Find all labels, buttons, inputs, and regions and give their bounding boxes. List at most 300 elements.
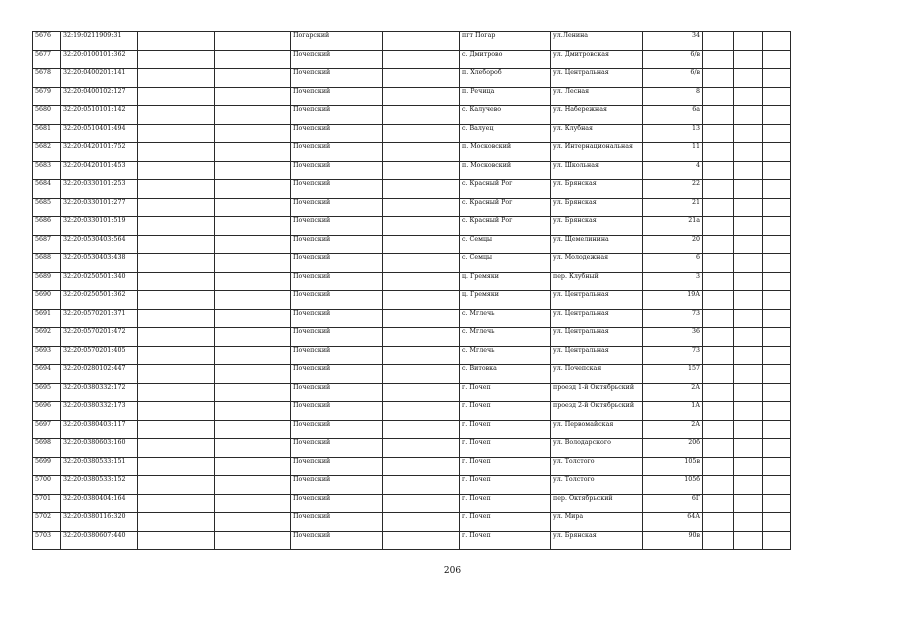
table-row — [33, 383, 791, 402]
empty-cell — [215, 513, 291, 532]
cadastral-number-cell: 32:20:0510401:494 — [61, 124, 138, 143]
empty-cell — [703, 309, 734, 328]
street-cell: ул. Толстого — [551, 476, 643, 495]
empty-cell — [703, 32, 734, 51]
cadastral-number-cell: 32:20:0380116:320 — [61, 513, 138, 532]
cadastral-number-cell: 32:20:0380403:117 — [61, 420, 138, 439]
row-number-cell: 5678 — [33, 69, 61, 88]
house-number-cell: 90в — [643, 531, 703, 550]
empty-cell — [383, 106, 460, 125]
empty-cell — [383, 531, 460, 550]
house-number-cell: 6/в — [643, 50, 703, 69]
district-cell: Почепский — [291, 254, 383, 273]
empty-cell — [763, 198, 791, 217]
street-cell: ул. Володарского — [551, 439, 643, 458]
empty-cell — [383, 272, 460, 291]
street-cell: ул. Щемелинина — [551, 235, 643, 254]
empty-cell — [703, 494, 734, 513]
empty-cell — [383, 402, 460, 421]
empty-cell — [383, 32, 460, 51]
row-number-cell: 5694 — [33, 365, 61, 384]
empty-cell — [703, 50, 734, 69]
cadastral-number-cell: 32:20:0100101:362 — [61, 50, 138, 69]
locality-cell: г. Почеп — [460, 457, 551, 476]
street-cell: ул. Мира — [551, 513, 643, 532]
row-number-cell: 5679 — [33, 87, 61, 106]
empty-cell — [734, 106, 763, 125]
empty-cell — [734, 346, 763, 365]
house-number-cell: 4 — [643, 161, 703, 180]
empty-cell — [703, 513, 734, 532]
house-number-cell: 2А — [643, 420, 703, 439]
district-cell: Почепский — [291, 494, 383, 513]
empty-cell — [138, 328, 215, 347]
empty-cell — [734, 235, 763, 254]
table-row — [33, 124, 791, 143]
empty-cell — [383, 365, 460, 384]
empty-cell — [763, 494, 791, 513]
district-cell: Почепский — [291, 476, 383, 495]
empty-cell — [734, 328, 763, 347]
empty-cell — [138, 291, 215, 310]
table-row — [33, 291, 791, 310]
row-number-cell: 5681 — [33, 124, 61, 143]
cadastral-number-cell: 32:20:0380607:440 — [61, 531, 138, 550]
district-cell: Почепский — [291, 457, 383, 476]
empty-cell — [138, 439, 215, 458]
street-cell: ул. Набережная — [551, 106, 643, 125]
empty-cell — [734, 32, 763, 51]
empty-cell — [763, 402, 791, 421]
empty-cell — [763, 161, 791, 180]
empty-cell — [734, 180, 763, 199]
cadastral-number-cell: 32:20:0380332:172 — [61, 383, 138, 402]
empty-cell — [703, 180, 734, 199]
row-number-cell: 5690 — [33, 291, 61, 310]
table-row — [33, 420, 791, 439]
empty-cell — [383, 180, 460, 199]
table-row — [33, 254, 791, 273]
empty-cell — [763, 328, 791, 347]
table-row — [33, 143, 791, 162]
street-cell: ул. Центральная — [551, 346, 643, 365]
row-number-cell: 5680 — [33, 106, 61, 125]
street-cell: ул. Интернациональная — [551, 143, 643, 162]
table-row — [33, 198, 791, 217]
street-cell: ул. Центральная — [551, 291, 643, 310]
district-cell: Почепский — [291, 198, 383, 217]
locality-cell: с. Мглечь — [460, 328, 551, 347]
empty-cell — [703, 531, 734, 550]
cadastral-number-cell: 32:20:0570201:472 — [61, 328, 138, 347]
empty-cell — [734, 309, 763, 328]
cadastral-number-cell: 32:20:0570201:405 — [61, 346, 138, 365]
empty-cell — [383, 383, 460, 402]
empty-cell — [763, 272, 791, 291]
house-number-cell: 21а — [643, 217, 703, 236]
empty-cell — [215, 309, 291, 328]
empty-cell — [734, 217, 763, 236]
table-row — [33, 309, 791, 328]
empty-cell — [138, 383, 215, 402]
empty-cell — [138, 254, 215, 273]
house-number-cell: 157 — [643, 365, 703, 384]
row-number-cell: 5688 — [33, 254, 61, 273]
district-cell: Почепский — [291, 235, 383, 254]
district-cell: Почепский — [291, 328, 383, 347]
empty-cell — [763, 124, 791, 143]
empty-cell — [138, 106, 215, 125]
empty-cell — [734, 439, 763, 458]
locality-cell: п. Московский — [460, 161, 551, 180]
cadastral-number-cell: 32:20:0330101:519 — [61, 217, 138, 236]
empty-cell — [383, 235, 460, 254]
empty-cell — [763, 217, 791, 236]
empty-cell — [703, 217, 734, 236]
empty-cell — [763, 309, 791, 328]
table-row — [33, 476, 791, 495]
street-cell: проезд 1-й Октябрьский — [551, 383, 643, 402]
empty-cell — [703, 383, 734, 402]
row-number-cell: 5703 — [33, 531, 61, 550]
empty-cell — [138, 476, 215, 495]
empty-cell — [215, 383, 291, 402]
row-number-cell: 5701 — [33, 494, 61, 513]
house-number-cell: 105б — [643, 476, 703, 495]
row-number-cell: 5695 — [33, 383, 61, 402]
empty-cell — [703, 291, 734, 310]
empty-cell — [215, 457, 291, 476]
cadastral-number-cell: 32:20:0380603:160 — [61, 439, 138, 458]
empty-cell — [138, 143, 215, 162]
locality-cell: ц. Гремяки — [460, 272, 551, 291]
empty-cell — [763, 420, 791, 439]
empty-cell — [734, 494, 763, 513]
empty-cell — [383, 161, 460, 180]
empty-cell — [215, 161, 291, 180]
empty-cell — [763, 235, 791, 254]
district-cell: Почепский — [291, 124, 383, 143]
empty-cell — [215, 254, 291, 273]
row-number-cell: 5697 — [33, 420, 61, 439]
empty-cell — [383, 50, 460, 69]
empty-cell — [703, 272, 734, 291]
locality-cell: с. Семцы — [460, 254, 551, 273]
table-row — [33, 457, 791, 476]
empty-cell — [734, 476, 763, 495]
house-number-cell: 11 — [643, 143, 703, 162]
locality-cell: с. Валуец — [460, 124, 551, 143]
table-row — [33, 161, 791, 180]
house-number-cell: 8 — [643, 87, 703, 106]
empty-cell — [734, 457, 763, 476]
table-row — [33, 531, 791, 550]
table-row — [33, 217, 791, 236]
empty-cell — [703, 439, 734, 458]
house-number-cell: 22 — [643, 180, 703, 199]
street-cell: ул. Лесная — [551, 87, 643, 106]
locality-cell: п. Московский — [460, 143, 551, 162]
house-number-cell: 20 — [643, 235, 703, 254]
empty-cell — [138, 198, 215, 217]
empty-cell — [734, 272, 763, 291]
empty-cell — [383, 346, 460, 365]
empty-cell — [703, 69, 734, 88]
empty-cell — [215, 87, 291, 106]
locality-cell: г. Почеп — [460, 402, 551, 421]
empty-cell — [215, 476, 291, 495]
table-row — [33, 180, 791, 199]
empty-cell — [138, 272, 215, 291]
empty-cell — [734, 198, 763, 217]
house-number-cell: 34 — [643, 32, 703, 51]
empty-cell — [138, 309, 215, 328]
house-number-cell: 1А — [643, 402, 703, 421]
empty-cell — [215, 531, 291, 550]
street-cell: ул. Брянская — [551, 180, 643, 199]
empty-cell — [383, 439, 460, 458]
empty-cell — [383, 254, 460, 273]
empty-cell — [763, 291, 791, 310]
locality-cell: с. Калучево — [460, 106, 551, 125]
empty-cell — [734, 513, 763, 532]
empty-cell — [763, 143, 791, 162]
empty-cell — [763, 513, 791, 532]
locality-cell: п. Речица — [460, 87, 551, 106]
empty-cell — [383, 513, 460, 532]
empty-cell — [763, 383, 791, 402]
table-row — [33, 513, 791, 532]
cadastral-number-cell: 32:20:0530403:438 — [61, 254, 138, 273]
locality-cell: с. Красный Рог — [460, 217, 551, 236]
house-number-cell: 13 — [643, 124, 703, 143]
house-number-cell: 105в — [643, 457, 703, 476]
street-cell: ул. Дмитровская — [551, 50, 643, 69]
empty-cell — [703, 328, 734, 347]
empty-cell — [383, 476, 460, 495]
locality-cell: г. Почеп — [460, 513, 551, 532]
empty-cell — [734, 383, 763, 402]
locality-cell: г. Почеп — [460, 494, 551, 513]
empty-cell — [215, 50, 291, 69]
empty-cell — [763, 106, 791, 125]
locality-cell: пгт Погар — [460, 32, 551, 51]
street-cell: ул. Брянская — [551, 531, 643, 550]
street-cell: ул. Брянская — [551, 198, 643, 217]
empty-cell — [215, 291, 291, 310]
locality-cell: п. Хлебороб — [460, 69, 551, 88]
empty-cell — [734, 365, 763, 384]
street-cell: ул. Толстого — [551, 457, 643, 476]
empty-cell — [703, 346, 734, 365]
empty-cell — [215, 69, 291, 88]
table-row — [33, 87, 791, 106]
row-number-cell: 5699 — [33, 457, 61, 476]
empty-cell — [703, 365, 734, 384]
empty-cell — [383, 69, 460, 88]
locality-cell: ц. Гремяки — [460, 291, 551, 310]
district-cell: Почепский — [291, 69, 383, 88]
empty-cell — [138, 420, 215, 439]
locality-cell: с. Дмитрово — [460, 50, 551, 69]
cadastral-number-cell: 32:20:0400102:127 — [61, 87, 138, 106]
empty-cell — [215, 143, 291, 162]
empty-cell — [734, 254, 763, 273]
empty-cell — [138, 531, 215, 550]
cadastral-number-cell: 32:20:0420101:752 — [61, 143, 138, 162]
empty-cell — [138, 235, 215, 254]
house-number-cell: 19А — [643, 291, 703, 310]
locality-cell: г. Почеп — [460, 476, 551, 495]
row-number-cell: 5685 — [33, 198, 61, 217]
row-number-cell: 5683 — [33, 161, 61, 180]
empty-cell — [703, 87, 734, 106]
empty-cell — [734, 531, 763, 550]
house-number-cell: 21 — [643, 198, 703, 217]
house-number-cell: 73 — [643, 346, 703, 365]
locality-cell: с. Красный Рог — [460, 180, 551, 199]
table-row — [33, 106, 791, 125]
empty-cell — [138, 87, 215, 106]
street-cell: пер. Октябрьский — [551, 494, 643, 513]
district-cell: Почепский — [291, 272, 383, 291]
house-number-cell: 6/в — [643, 69, 703, 88]
empty-cell — [215, 420, 291, 439]
empty-cell — [383, 291, 460, 310]
empty-cell — [734, 69, 763, 88]
empty-cell — [138, 180, 215, 199]
cadastral-number-cell: 32:19:0211909:31 — [61, 32, 138, 51]
page-number: 206 — [443, 566, 462, 576]
row-number-cell: 5684 — [33, 180, 61, 199]
district-cell: Погарский — [291, 32, 383, 51]
empty-cell — [703, 161, 734, 180]
locality-cell: г. Почеп — [460, 383, 551, 402]
house-number-cell: 6Г — [643, 494, 703, 513]
empty-cell — [763, 87, 791, 106]
empty-cell — [703, 143, 734, 162]
empty-cell — [703, 457, 734, 476]
locality-cell: г. Почеп — [460, 420, 551, 439]
district-cell: Почепский — [291, 106, 383, 125]
row-number-cell: 5687 — [33, 235, 61, 254]
empty-cell — [215, 124, 291, 143]
district-cell: Почепский — [291, 87, 383, 106]
district-cell: Почепский — [291, 513, 383, 532]
table-row — [33, 439, 791, 458]
empty-cell — [215, 180, 291, 199]
empty-cell — [138, 365, 215, 384]
empty-cell — [383, 309, 460, 328]
empty-cell — [383, 420, 460, 439]
district-cell: Почепский — [291, 420, 383, 439]
empty-cell — [138, 217, 215, 236]
district-cell: Почепский — [291, 365, 383, 384]
register-table — [32, 31, 791, 550]
street-cell: ул. Центральная — [551, 69, 643, 88]
street-cell: ул. Школьная — [551, 161, 643, 180]
street-cell: ул. Центральная — [551, 309, 643, 328]
empty-cell — [763, 531, 791, 550]
street-cell: ул. Клубная — [551, 124, 643, 143]
table-row — [33, 32, 791, 51]
empty-cell — [138, 69, 215, 88]
empty-cell — [138, 402, 215, 421]
street-cell: ул. Молодежная — [551, 254, 643, 273]
empty-cell — [734, 420, 763, 439]
empty-cell — [138, 346, 215, 365]
empty-cell — [215, 235, 291, 254]
street-cell: ул. Брянская — [551, 217, 643, 236]
locality-cell: с. Красный Рог — [460, 198, 551, 217]
empty-cell — [703, 198, 734, 217]
row-number-cell: 5698 — [33, 439, 61, 458]
empty-cell — [215, 346, 291, 365]
empty-cell — [383, 494, 460, 513]
empty-cell — [138, 50, 215, 69]
empty-cell — [763, 476, 791, 495]
cadastral-number-cell: 32:20:0250501:362 — [61, 291, 138, 310]
empty-cell — [383, 198, 460, 217]
empty-cell — [138, 32, 215, 51]
empty-cell — [703, 124, 734, 143]
house-number-cell: 3 — [643, 272, 703, 291]
empty-cell — [383, 217, 460, 236]
empty-cell — [138, 494, 215, 513]
empty-cell — [763, 457, 791, 476]
empty-cell — [215, 494, 291, 513]
cadastral-number-cell: 32:20:0420101:453 — [61, 161, 138, 180]
district-cell: Почепский — [291, 180, 383, 199]
table-row — [33, 235, 791, 254]
row-number-cell: 5686 — [33, 217, 61, 236]
empty-cell — [138, 457, 215, 476]
empty-cell — [383, 457, 460, 476]
empty-cell — [138, 513, 215, 532]
empty-cell — [138, 161, 215, 180]
district-cell: Почепский — [291, 439, 383, 458]
empty-cell — [734, 402, 763, 421]
empty-cell — [763, 254, 791, 273]
cadastral-number-cell: 32:20:0380332:173 — [61, 402, 138, 421]
locality-cell: с. Мглечь — [460, 346, 551, 365]
cadastral-number-cell: 32:20:0330101:277 — [61, 198, 138, 217]
empty-cell — [763, 32, 791, 51]
district-cell: Почепский — [291, 402, 383, 421]
empty-cell — [763, 439, 791, 458]
table-row — [33, 365, 791, 384]
empty-cell — [763, 180, 791, 199]
empty-cell — [215, 198, 291, 217]
table-row — [33, 494, 791, 513]
empty-cell — [215, 217, 291, 236]
district-cell: Почепский — [291, 309, 383, 328]
street-cell: проезд 2-й Октябрьский — [551, 402, 643, 421]
cadastral-number-cell: 32:20:0250501:340 — [61, 272, 138, 291]
empty-cell — [763, 365, 791, 384]
locality-cell: г. Почеп — [460, 439, 551, 458]
district-cell: Почепский — [291, 161, 383, 180]
district-cell: Почепский — [291, 143, 383, 162]
district-cell: Почепский — [291, 383, 383, 402]
cadastral-number-cell: 32:20:0330101:253 — [61, 180, 138, 199]
empty-cell — [383, 87, 460, 106]
cadastral-number-cell: 32:20:0510101:142 — [61, 106, 138, 125]
house-number-cell: 2А — [643, 383, 703, 402]
locality-cell: г. Почеп — [460, 531, 551, 550]
district-cell: Почепский — [291, 346, 383, 365]
cadastral-number-cell: 32:20:0570201:371 — [61, 309, 138, 328]
